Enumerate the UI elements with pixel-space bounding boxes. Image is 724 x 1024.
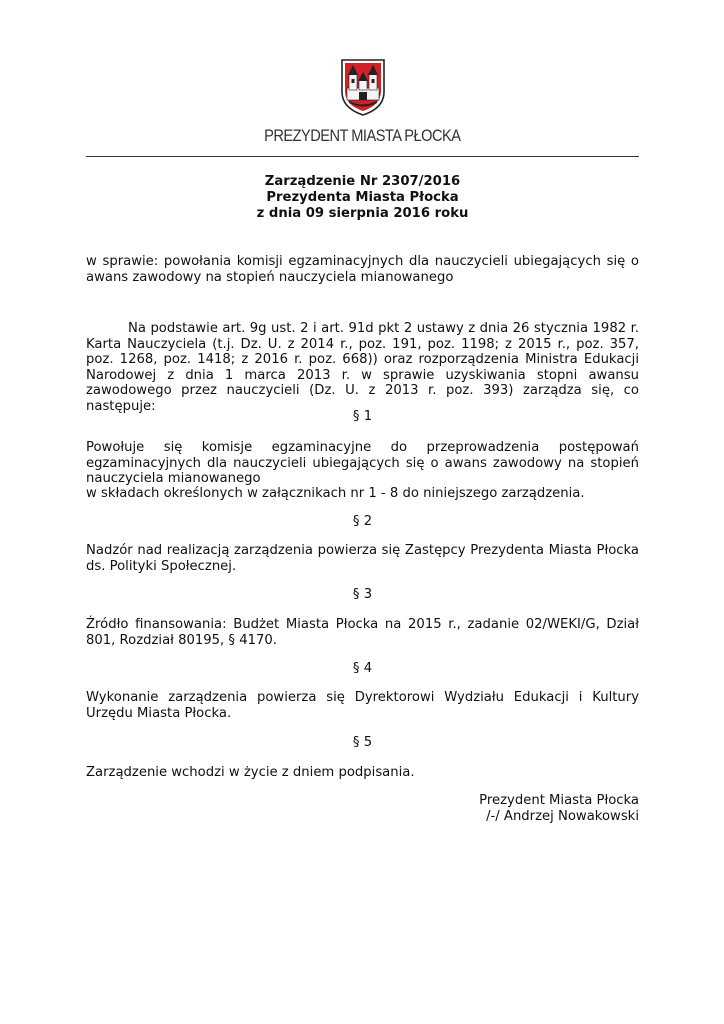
- section-4-text: Wykonanie zarządzenia powierza się Dyrektorowi Wydziału Edukacji i Kultury Urzędu Miasta Płocka.: [86, 690, 639, 721]
- section-1-symbol: § 1: [352, 409, 373, 424]
- section-4-symbol: § 4: [352, 661, 373, 676]
- document-title: [86, 174, 639, 222]
- section-1-text: Powołuje się komisje egzaminacyjne do przeprowadzenia postępowań egzaminacyjnych dla nauczycieli ubiegających się o awans zawodowy na stopień nauczyciela mianowanego: [86, 440, 639, 486]
- section-2-symbol: § 2: [352, 514, 373, 529]
- section-3-text: Źródło finansowania: Budżet Miasta Płocka na 2015 r., zadanie 02/WEKI/G, Dział 801, Rozdział 80195, § 4170.: [86, 617, 639, 648]
- section-5-text: Zarządzenie wchodzi w życie z dniem podpisania.: [86, 765, 415, 780]
- title-line-date: z dnia 09 sierpnia 2016 roku: [256, 206, 469, 221]
- title-line-ordinance-number: Zarządzenie Nr 2307/2016: [264, 174, 461, 189]
- section-2-text: Nadzór nad realizacją zarządzenia powierza się Zastępcy Prezydenta Miasta Płocka ds. Polityki Społecznej.: [86, 543, 639, 574]
- preamble-paragraph: Na podstawie art. 9g ust. 2 i art. 91d pkt 2 ustawy z dnia 26 stycznia 1982 r. Karta Nauczyciela (t.j. Dz. U. z 2014 r., poz. 191, poz. 1198; z 2015 r., poz. 357, poz. 1268, poz. 1418; z 2016 r. poz. 668)) oraz rozporządzenia Ministra Edukacji Narodowej z dnia 1 marca 2013 r. w sprawie uzyskiwania stopni awansu zawodowego przez nauczycieli (Dz. U. z 2013 r. poz. 393) zarządza się, co następuje:: [86, 321, 639, 414]
- plock-coat-of-arms-icon: [340, 58, 386, 116]
- title-line-issuer: Prezydenta Miasta Płocka: [266, 190, 459, 205]
- section-1-text-continued: w składach określonych w załącznikach nr 1 - 8 do niniejszego zarządzenia.: [86, 486, 585, 501]
- header-title: PREZYDENT MIASTA PŁOCKA: [264, 126, 461, 145]
- header-divider: [86, 156, 639, 157]
- signature-title: Prezydent Miasta Płocka: [479, 793, 639, 808]
- signature-name: /-/ Andrzej Nowakowski: [486, 808, 639, 824]
- subject-paragraph: w sprawie: powołania komisji egzaminacyjnych dla nauczycieli ubiegających się o awans zawodowy na stopień nauczyciela mianowanego: [86, 254, 639, 285]
- section-5-symbol: § 5: [352, 735, 373, 750]
- signature-block: [86, 793, 639, 824]
- section-3-symbol: § 3: [352, 587, 373, 602]
